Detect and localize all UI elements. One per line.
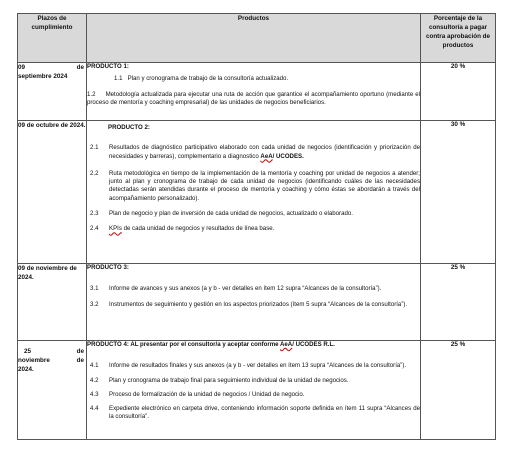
table-row [18, 63, 496, 121]
deadline-de: de [76, 64, 84, 71]
item-number: 1.2 [87, 90, 96, 98]
item-number: 2.2 [90, 169, 99, 177]
table-row [18, 264, 496, 341]
product-item [87, 75, 420, 83]
product-item [87, 91, 420, 108]
product-item [87, 377, 420, 385]
deadline-cell: 09 de noviembre de 2024. [18, 264, 87, 341]
header-row [18, 14, 496, 63]
deadline-cell [18, 341, 87, 440]
item-text: Informe de resultados finales y sus anexos (a y b - ver detalles en ítem 13 supra “Alcances de la consultoría”). [109, 362, 407, 370]
product-cell [87, 63, 421, 121]
product-item [87, 210, 420, 218]
product-title: PRODUCTO 3: [87, 264, 129, 271]
product-title: PRODUCTO 2: [108, 124, 150, 131]
table-row [18, 121, 496, 264]
product-item [87, 362, 420, 370]
deadline-cell [18, 63, 87, 121]
deadline-month: noviembre [18, 357, 50, 364]
product-item [87, 144, 420, 161]
item-text-flagged: AeA [260, 152, 273, 160]
percentage-cell: 30 % [421, 121, 496, 264]
product-cell [87, 121, 421, 264]
item-text: / [272, 152, 277, 160]
item-number: 1.1 [114, 75, 123, 83]
item-text: Expediente electrónico en carpeta drive, conteniendo información soporte definida en ítem 11 supra “Alcances de la consultoría”. [109, 405, 420, 421]
percentage-cell: 25 % [421, 341, 496, 440]
item-text: Proceso de formalización de la unidad de negocios / Unidad de negocio. [109, 390, 305, 398]
item-text-flagged: KPIs [109, 225, 122, 233]
product-item [87, 170, 420, 203]
item-text: UCODES. [276, 152, 304, 160]
product-item [87, 405, 420, 422]
item-text: Ruta metodológica en tiempo de la implementación de la mentoría y coaching por unidad de negocios a atender; junto al plan y cronograma de trabajo de cada unidad de negocios (identificando cuáles de las necesidades detectadas serán atendidas durante el proceso de mentoría y coaching y cómo éstas se abordarán a través del acompañamiento personalizado). [109, 169, 420, 202]
product-item [87, 391, 420, 399]
item-text: Informe de avances y sus anexos (a y b - ver detalles en ítem 12 supra “Alcances de la consultoría”). [109, 285, 382, 293]
percentage-cell: 20 % [421, 63, 496, 121]
item-number: 3.2 [90, 300, 99, 308]
header-products: Productos [87, 14, 421, 63]
item-text: Plan de negocio y plan de inversión de cada unidad de negocios, actualizado o elaborado. [109, 210, 353, 218]
header-deadline: Plazos de cumplimiento [18, 14, 87, 63]
table-row [18, 341, 496, 440]
item-text: Instrumentos de seguimiento y gestión en los aspectos priorizados (ítem 5 supra “Alcances de la consultoría”). [109, 300, 408, 308]
payment-schedule-table [17, 13, 496, 440]
product-title: PRODUCTO 4: AL presentar por el consultor/a y aceptar conforme AeA/ UCODES R.L. [87, 341, 335, 348]
product-item [87, 285, 420, 293]
deadline-cell: 09 de octubre de 2024. [18, 121, 87, 264]
item-number: 2.1 [90, 144, 99, 152]
item-text: Resultados de diagnóstico participativo elaborado con cada unidad de negocios (identificación y priorización de necesidades y barreras), complementario a diagnostico [109, 144, 420, 160]
product-cell [87, 341, 421, 440]
product-title-flagged: AeA [280, 341, 293, 348]
product-item [87, 225, 420, 233]
item-number: 3.1 [90, 285, 99, 293]
header-percentage: Porcentaje de la consultoría a pagar contra aprobación de productos [421, 14, 496, 63]
product-cell [87, 264, 421, 341]
product-title: PRODUCTO 1: [87, 63, 129, 70]
deadline-de: de [76, 348, 84, 355]
item-text: Plan y cronograma de trabajo de la consultoría actualizado. [127, 75, 289, 83]
deadline-day: 25 [24, 348, 32, 355]
item-number: 4.4 [90, 405, 99, 413]
item-number: 4.3 [90, 390, 99, 398]
item-text: Plan y cronograma de trabajo final para seguimiento individual de la unidad de negocios. [109, 376, 349, 384]
item-number: 2.4 [90, 225, 99, 233]
deadline-de: de [76, 357, 84, 364]
deadline-day: 09 [18, 64, 26, 71]
item-text: de cada unidad de negocios y resultados de línea base. [121, 225, 275, 233]
item-text: Metodología actualizada para ejecutar una ruta de acción que garantice el acompañamiento oportuno (mediante el proceso de mentoría y coaching empresarial) de las unidades de negocios beneficiarios. [87, 90, 420, 106]
deadline-year: 2024. [18, 366, 34, 373]
item-number: 2.3 [90, 210, 99, 218]
product-item [87, 301, 420, 309]
percentage-cell: 25 % [421, 264, 496, 341]
deadline-month: septiembre 2024 [18, 73, 68, 80]
item-number: 4.1 [90, 362, 99, 370]
item-number: 4.2 [90, 376, 99, 384]
